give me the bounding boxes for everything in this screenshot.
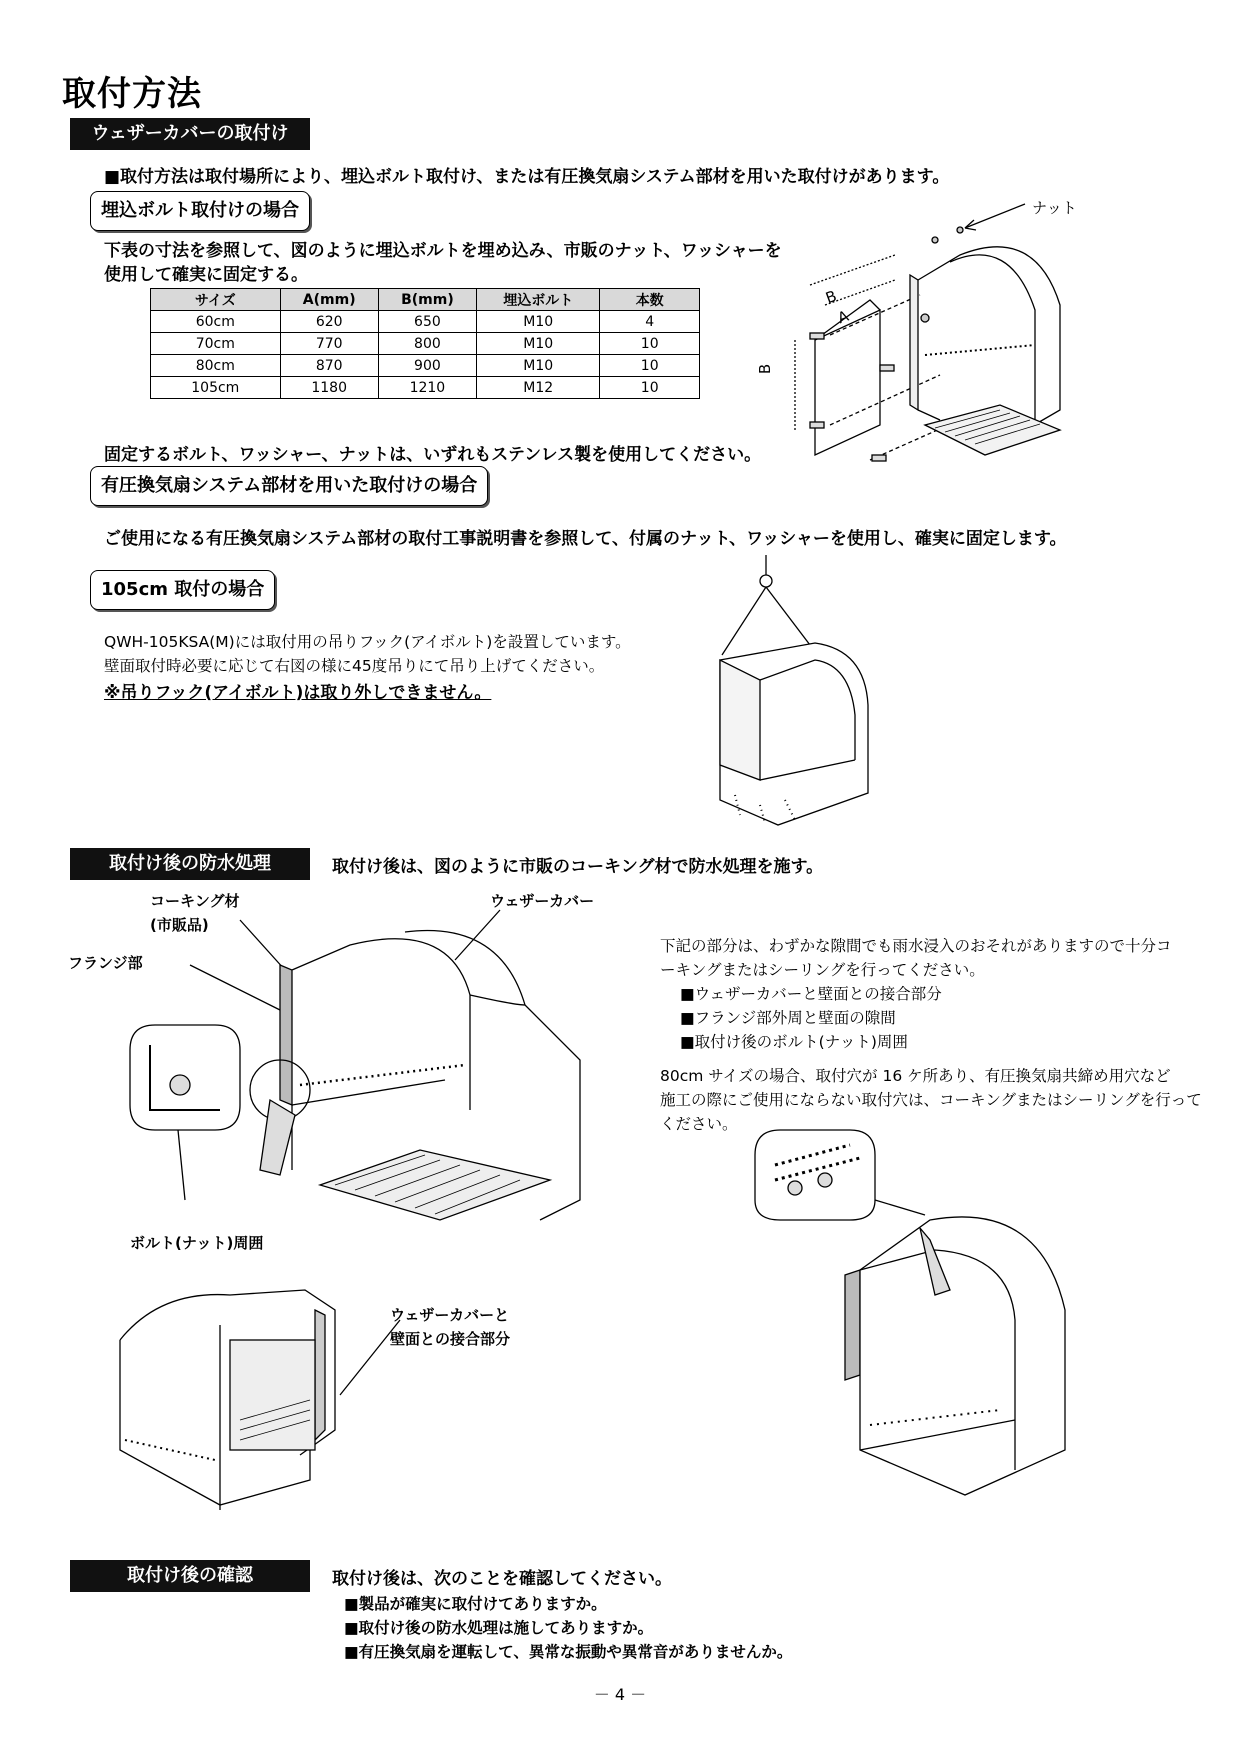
cell: 10 — [600, 333, 700, 355]
label-weather-cover: ウェザーカバー — [490, 892, 595, 910]
col-count: 本数 — [600, 289, 700, 311]
table-header-row — [151, 289, 700, 311]
col-bolt: 埋込ボルト — [477, 289, 600, 311]
label-dim-b-top: B — [823, 286, 840, 308]
notes-line1: 下記の部分は、わずかな隙間でも雨水浸入のおそれがありますので十分コ — [660, 937, 1172, 955]
cell: 620 — [280, 311, 378, 333]
section-header-weather-cover: ウェザーカバーの取付け — [70, 118, 310, 150]
table-row — [151, 311, 700, 333]
cell: M10 — [477, 333, 600, 355]
holes-diagram — [750, 1120, 1080, 1540]
subheader-105cm: 105cm 取付の場合 — [90, 570, 275, 610]
table-row — [151, 333, 700, 355]
embedded-bolt-diagram — [760, 200, 1120, 470]
embedded-bolt-desc-1: 下表の寸法を参照して、図のように埋込ボルトを埋め込み、市販のナット、ワッシャーを — [104, 241, 782, 261]
confirmation-desc: 取付け後は、次のことを確認してください。 — [332, 1569, 672, 1589]
confirmation-item-3: ■有圧換気扇を運転して、異常な振動や異常音がありませんか。 — [344, 1643, 793, 1661]
page-title: 取付方法 — [62, 74, 202, 114]
notes-line2: ーキングまたはシーリングを行ってください。 — [660, 961, 985, 979]
confirmation-item-1: ■製品が確実に取付けてありますか。 — [344, 1595, 607, 1613]
joint-diagram — [100, 1280, 360, 1520]
label-dim-b-side: B — [756, 363, 775, 375]
dimension-table — [150, 288, 700, 399]
cell: M12 — [477, 377, 600, 399]
page-number: － 4 － — [593, 1685, 647, 1704]
subheader-system-parts: 有圧換気扇システム部材を用いた取付けの場合 — [90, 466, 488, 506]
label-flange: フランジ部 — [68, 954, 143, 972]
intro-text: ■取付方法は取付場所により、埋込ボルト取付け、または有圧換気扇システム部材を用いた取付けがあります。 — [104, 167, 950, 187]
hanging-diagram — [700, 555, 880, 840]
section-header-waterproof: 取付け後の防水処理 — [70, 848, 310, 880]
cell: 900 — [378, 355, 476, 377]
cell: 10 — [600, 355, 700, 377]
cell: 870 — [280, 355, 378, 377]
system-parts-desc: ご使用になる有圧換気扇システム部材の取付工事説明書を参照して、付属のナット、ワッシャーを使用し、確実に固定します。 — [104, 529, 1067, 549]
cell: 60cm — [151, 311, 281, 333]
notes-item-1: ■ウェザーカバーと壁面との接合部分 — [680, 985, 942, 1003]
cell: 1210 — [378, 377, 476, 399]
cell: 770 — [280, 333, 378, 355]
cell: 105cm — [151, 377, 281, 399]
cell: 650 — [378, 311, 476, 333]
cell: M10 — [477, 355, 600, 377]
label-dim-a: A — [835, 306, 852, 328]
subheader-embedded-bolt: 埋込ボルト取付けの場合 — [90, 191, 310, 231]
waterproof-desc: 取付け後は、図のように市販のコーキング材で防水処理を施す。 — [332, 857, 824, 877]
notes-extra-2: 施工の際にご使用にならない取付穴は、コーキングまたはシーリングを行って — [660, 1091, 1202, 1109]
cell: 80cm — [151, 355, 281, 377]
size105-warning: ※吊りフック(アイボルト)は取り外しできません。 — [104, 683, 492, 703]
col-size: サイズ — [151, 289, 281, 311]
table-row — [151, 377, 700, 399]
label-bolt-nut: ボルト(ナット)周囲 — [130, 1234, 264, 1252]
cell: 1180 — [280, 377, 378, 399]
cell: 10 — [600, 377, 700, 399]
cell: 4 — [600, 311, 700, 333]
col-b: B(mm) — [378, 289, 476, 311]
label-caulking-sub: (市販品) — [150, 916, 209, 934]
label-caulking: コーキング材 — [150, 892, 240, 910]
waterproof-diagram — [120, 900, 600, 1260]
cell: M10 — [477, 311, 600, 333]
table-row — [151, 355, 700, 377]
notes-item-2: ■フランジ部外周と壁面の隙間 — [680, 1009, 896, 1027]
cell: 70cm — [151, 333, 281, 355]
size105-line2: 壁面取付時必要に応じて右図の様に45度吊りにて吊り上げてください。 — [104, 657, 605, 675]
label-nut: ナット — [1032, 199, 1077, 217]
section-header-confirmation: 取付け後の確認 — [70, 1560, 310, 1592]
notes-item-3: ■取付け後のボルト(ナット)周囲 — [680, 1033, 908, 1051]
label-joint-2: 壁面との接合部分 — [390, 1330, 511, 1348]
notes-extra-3: ください。 — [660, 1115, 738, 1133]
label-joint-1: ウェザーカバーと — [390, 1306, 510, 1324]
size105-line1: QWH-105KSA(M)には取付用の吊りフック(アイボルト)を設置しています。 — [104, 633, 631, 651]
cell: 800 — [378, 333, 476, 355]
col-a: A(mm) — [280, 289, 378, 311]
stainless-note: 固定するボルト、ワッシャー、ナットは、いずれもステンレス製を使用してください。 — [104, 445, 762, 465]
embedded-bolt-desc-2: 使用して確実に固定する。 — [104, 265, 308, 285]
notes-extra-1: 80cm サイズの場合、取付穴が 16 ケ所あり、有圧換気扇共締め用穴など — [660, 1067, 1171, 1085]
confirmation-item-2: ■取付け後の防水処理は施してありますか。 — [344, 1619, 654, 1637]
